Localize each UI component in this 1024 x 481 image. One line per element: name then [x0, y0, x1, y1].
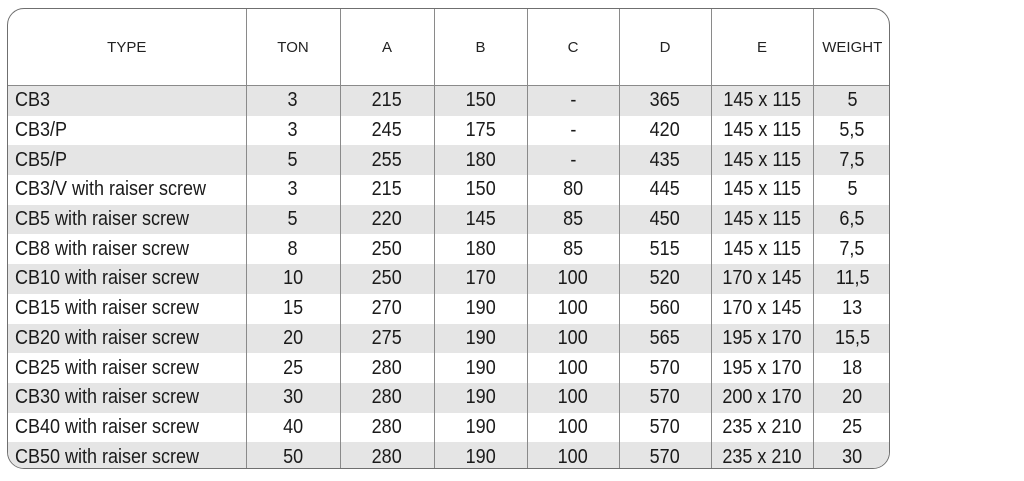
cell-b — [434, 294, 527, 324]
cell-c — [527, 264, 619, 294]
table-row — [8, 145, 890, 175]
cell-e — [711, 353, 813, 383]
cell-d-text: 570 — [649, 415, 681, 438]
cell-e-text: 145 x 115 — [723, 237, 801, 260]
cell-b-text: 170 — [465, 267, 496, 290]
cell-c-text: 100 — [557, 386, 589, 409]
spec-table — [8, 9, 890, 469]
cell-ton-text: 30 — [282, 386, 304, 409]
cell-c-text: 85 — [562, 237, 584, 260]
cell-ton-text: 3 — [287, 89, 299, 112]
cell-type — [8, 145, 246, 175]
cell-weight-text: 18 — [842, 356, 863, 379]
cell-c — [527, 234, 619, 264]
cell-e-text: 235 x 210 — [722, 415, 802, 438]
table-row — [8, 442, 890, 469]
cell-weight — [813, 175, 890, 205]
cell-type — [8, 86, 246, 116]
cell-b-text: 190 — [465, 445, 496, 468]
cell-weight-text: 5,5 — [839, 119, 865, 142]
cell-c — [527, 205, 619, 235]
cell-ton-text: 40 — [282, 415, 304, 438]
cell-a — [340, 413, 434, 443]
cell-d-text: 560 — [649, 297, 681, 320]
cell-b — [434, 116, 527, 146]
cell-b — [434, 175, 527, 205]
cell-d — [619, 294, 711, 324]
cell-c — [527, 145, 619, 175]
cell-a-text: 275 — [371, 326, 403, 349]
cell-ton — [246, 175, 340, 205]
header-ton: TON — [246, 9, 340, 86]
cell-c — [527, 442, 619, 469]
cell-ton-text: 5 — [287, 208, 299, 231]
table-row — [8, 264, 890, 294]
header-weight: WEIGHT — [813, 9, 890, 86]
cell-ton — [246, 116, 340, 146]
cell-c-text: 100 — [557, 326, 589, 349]
cell-a-text: 270 — [371, 297, 403, 320]
cell-c-text: 100 — [557, 445, 589, 468]
header-type: TYPE — [8, 9, 246, 86]
table-row — [8, 175, 890, 205]
cell-d — [619, 145, 711, 175]
cell-c — [527, 116, 619, 146]
cell-a — [340, 264, 434, 294]
cell-c — [527, 294, 619, 324]
cell-e — [711, 324, 813, 354]
cell-a-text: 255 — [371, 148, 403, 171]
cell-e-text: 145 x 115 — [723, 148, 801, 171]
cell-a-text: 245 — [371, 119, 403, 142]
cell-weight-text: 15,5 — [834, 326, 870, 349]
cell-b-text: 190 — [465, 415, 496, 438]
cell-e-text: 235 x 210 — [722, 445, 802, 468]
cell-d — [619, 234, 711, 264]
cell-c — [527, 353, 619, 383]
cell-type-text: CB3/V with raiser screw — [15, 178, 207, 201]
cell-type-text: CB50 with raiser screw — [15, 445, 200, 468]
cell-e — [711, 442, 813, 469]
cell-d-text: 515 — [649, 237, 681, 260]
cell-c — [527, 86, 619, 116]
cell-d — [619, 413, 711, 443]
cell-d — [619, 353, 711, 383]
cell-a-text: 280 — [371, 445, 403, 468]
cell-c — [527, 413, 619, 443]
cell-weight — [813, 234, 890, 264]
cell-c-text: 80 — [562, 178, 584, 201]
cell-d — [619, 205, 711, 235]
cell-e-text: 145 x 115 — [723, 119, 801, 142]
cell-c-text: - — [569, 148, 576, 171]
cell-type-text: CB10 with raiser screw — [15, 267, 200, 290]
cell-ton — [246, 413, 340, 443]
cell-type-text: CB5/P — [15, 148, 68, 171]
cell-ton — [246, 86, 340, 116]
header-c: C — [527, 9, 619, 86]
cell-e-text: 195 x 170 — [722, 326, 802, 349]
cell-type — [8, 294, 246, 324]
cell-weight — [813, 145, 890, 175]
header-b: B — [434, 9, 527, 86]
cell-b — [434, 442, 527, 469]
cell-weight-text: 5 — [847, 89, 858, 112]
cell-weight-text: 30 — [842, 445, 863, 468]
cell-d-text: 570 — [649, 445, 681, 468]
table-header — [8, 9, 890, 86]
cell-ton-text: 25 — [282, 356, 304, 379]
cell-a — [340, 86, 434, 116]
cell-b — [434, 234, 527, 264]
cell-a — [340, 383, 434, 413]
cell-c-text: 100 — [557, 267, 589, 290]
cell-a-text: 220 — [371, 208, 403, 231]
cell-e — [711, 205, 813, 235]
cell-type-text: CB20 with raiser screw — [15, 326, 200, 349]
spec-table-container — [7, 8, 890, 469]
cell-type-text: CB8 with raiser screw — [15, 237, 190, 260]
header-e: E — [711, 9, 813, 86]
cell-weight-text: 25 — [842, 415, 863, 438]
cell-d — [619, 383, 711, 413]
cell-a — [340, 116, 434, 146]
cell-c-text: 100 — [557, 356, 589, 379]
cell-ton — [246, 442, 340, 469]
cell-a — [340, 442, 434, 469]
cell-b — [434, 324, 527, 354]
cell-b-text: 190 — [465, 356, 496, 379]
cell-d — [619, 264, 711, 294]
header-d: D — [619, 9, 711, 86]
cell-b-text: 180 — [465, 237, 496, 260]
cell-type-text: CB30 with raiser screw — [15, 386, 200, 409]
cell-weight — [813, 294, 890, 324]
cell-a — [340, 205, 434, 235]
cell-ton — [246, 294, 340, 324]
cell-b-text: 190 — [465, 386, 496, 409]
cell-ton — [246, 145, 340, 175]
cell-e — [711, 383, 813, 413]
cell-d-text: 570 — [649, 386, 681, 409]
cell-weight-text: 20 — [842, 386, 863, 409]
cell-d-text: 565 — [649, 326, 681, 349]
cell-ton-text: 3 — [287, 119, 299, 142]
cell-weight-text: 6,5 — [839, 208, 865, 231]
cell-type — [8, 413, 246, 443]
cell-type-text: CB3/P — [15, 119, 68, 142]
table-row — [8, 383, 890, 413]
cell-b-text: 150 — [465, 178, 496, 201]
cell-c — [527, 175, 619, 205]
cell-ton — [246, 383, 340, 413]
cell-weight — [813, 353, 890, 383]
cell-type — [8, 383, 246, 413]
cell-ton-text: 8 — [287, 237, 299, 260]
cell-b — [434, 413, 527, 443]
cell-d — [619, 442, 711, 469]
cell-a-text: 280 — [371, 386, 403, 409]
cell-weight-text: 11,5 — [835, 267, 870, 290]
cell-e — [711, 175, 813, 205]
cell-weight — [813, 324, 890, 354]
cell-type-text: CB3 — [15, 89, 51, 112]
cell-a-text: 250 — [371, 267, 403, 290]
cell-d — [619, 116, 711, 146]
cell-a-text: 280 — [371, 356, 403, 379]
cell-e-text: 170 x 145 — [722, 297, 802, 320]
cell-a — [340, 175, 434, 205]
table-body — [8, 86, 890, 470]
cell-c-text: 100 — [557, 297, 589, 320]
cell-a-text: 280 — [371, 415, 403, 438]
cell-b-text: 150 — [465, 89, 496, 112]
cell-b — [434, 264, 527, 294]
cell-b — [434, 353, 527, 383]
cell-e — [711, 116, 813, 146]
cell-weight — [813, 205, 890, 235]
cell-e — [711, 86, 813, 116]
cell-ton-text: 50 — [282, 445, 304, 468]
cell-c-text: - — [569, 119, 576, 142]
table-row — [8, 324, 890, 354]
cell-d — [619, 175, 711, 205]
cell-weight — [813, 383, 890, 413]
cell-a-text: 215 — [371, 89, 403, 112]
cell-a — [340, 353, 434, 383]
cell-a — [340, 324, 434, 354]
cell-type-text: CB15 with raiser screw — [15, 297, 200, 320]
cell-weight-text: 13 — [842, 297, 863, 320]
cell-weight — [813, 116, 890, 146]
cell-e — [711, 234, 813, 264]
cell-e — [711, 264, 813, 294]
cell-b-text: 190 — [465, 297, 496, 320]
cell-b-text: 180 — [465, 148, 496, 171]
cell-b — [434, 145, 527, 175]
cell-weight — [813, 442, 890, 469]
cell-ton — [246, 353, 340, 383]
cell-d-text: 520 — [649, 267, 681, 290]
cell-e — [711, 145, 813, 175]
cell-weight — [813, 413, 890, 443]
cell-c — [527, 383, 619, 413]
cell-ton-text: 15 — [282, 297, 304, 320]
cell-e-text: 145 x 115 — [723, 208, 801, 231]
cell-type — [8, 205, 246, 235]
cell-a — [340, 145, 434, 175]
cell-a — [340, 234, 434, 264]
cell-type — [8, 116, 246, 146]
cell-ton-text: 5 — [287, 148, 299, 171]
cell-type-text: CB40 with raiser screw — [15, 415, 200, 438]
cell-d-text: 450 — [649, 208, 681, 231]
cell-b — [434, 205, 527, 235]
cell-b-text: 145 — [465, 208, 496, 231]
cell-ton — [246, 264, 340, 294]
cell-e — [711, 413, 813, 443]
cell-c-text: 85 — [562, 208, 584, 231]
cell-d-text: 420 — [649, 119, 681, 142]
cell-a-text: 250 — [371, 237, 403, 260]
cell-b — [434, 383, 527, 413]
header-a: A — [340, 9, 434, 86]
cell-ton-text: 3 — [287, 178, 299, 201]
cell-type — [8, 175, 246, 205]
cell-b — [434, 86, 527, 116]
table-row — [8, 353, 890, 383]
cell-ton-text: 20 — [282, 326, 304, 349]
cell-type-text: CB25 with raiser screw — [15, 356, 200, 379]
cell-type — [8, 442, 246, 469]
cell-weight — [813, 86, 890, 116]
cell-c-text: - — [569, 89, 576, 112]
header-row — [8, 9, 890, 86]
cell-e — [711, 294, 813, 324]
cell-e-text: 195 x 170 — [722, 356, 802, 379]
cell-d-text: 445 — [649, 178, 681, 201]
cell-a-text: 215 — [371, 178, 403, 201]
cell-ton — [246, 234, 340, 264]
cell-e-text: 170 x 145 — [722, 267, 802, 290]
cell-a — [340, 294, 434, 324]
cell-d-text: 365 — [649, 89, 681, 112]
cell-c — [527, 324, 619, 354]
cell-type-text: CB5 with raiser screw — [15, 208, 190, 231]
cell-d-text: 435 — [649, 148, 681, 171]
cell-weight-text: 7,5 — [839, 148, 865, 171]
cell-type — [8, 324, 246, 354]
cell-type — [8, 264, 246, 294]
cell-ton — [246, 324, 340, 354]
cell-d-text: 570 — [649, 356, 681, 379]
table-row — [8, 413, 890, 443]
cell-type — [8, 234, 246, 264]
table-row — [8, 294, 890, 324]
cell-d — [619, 86, 711, 116]
cell-b-text: 190 — [465, 326, 496, 349]
table-row — [8, 205, 890, 235]
cell-d — [619, 324, 711, 354]
cell-ton — [246, 205, 340, 235]
cell-e-text: 145 x 115 — [723, 89, 801, 112]
cell-ton-text: 10 — [282, 267, 304, 290]
cell-weight-text: 7,5 — [839, 237, 865, 260]
cell-weight — [813, 264, 890, 294]
table-row — [8, 234, 890, 264]
table-row — [8, 86, 890, 116]
table-row — [8, 116, 890, 146]
cell-c-text: 100 — [557, 415, 589, 438]
cell-e-text: 200 x 170 — [722, 386, 802, 409]
cell-b-text: 175 — [465, 119, 496, 142]
cell-e-text: 145 x 115 — [723, 178, 801, 201]
cell-type — [8, 353, 246, 383]
cell-weight-text: 5 — [847, 178, 858, 201]
